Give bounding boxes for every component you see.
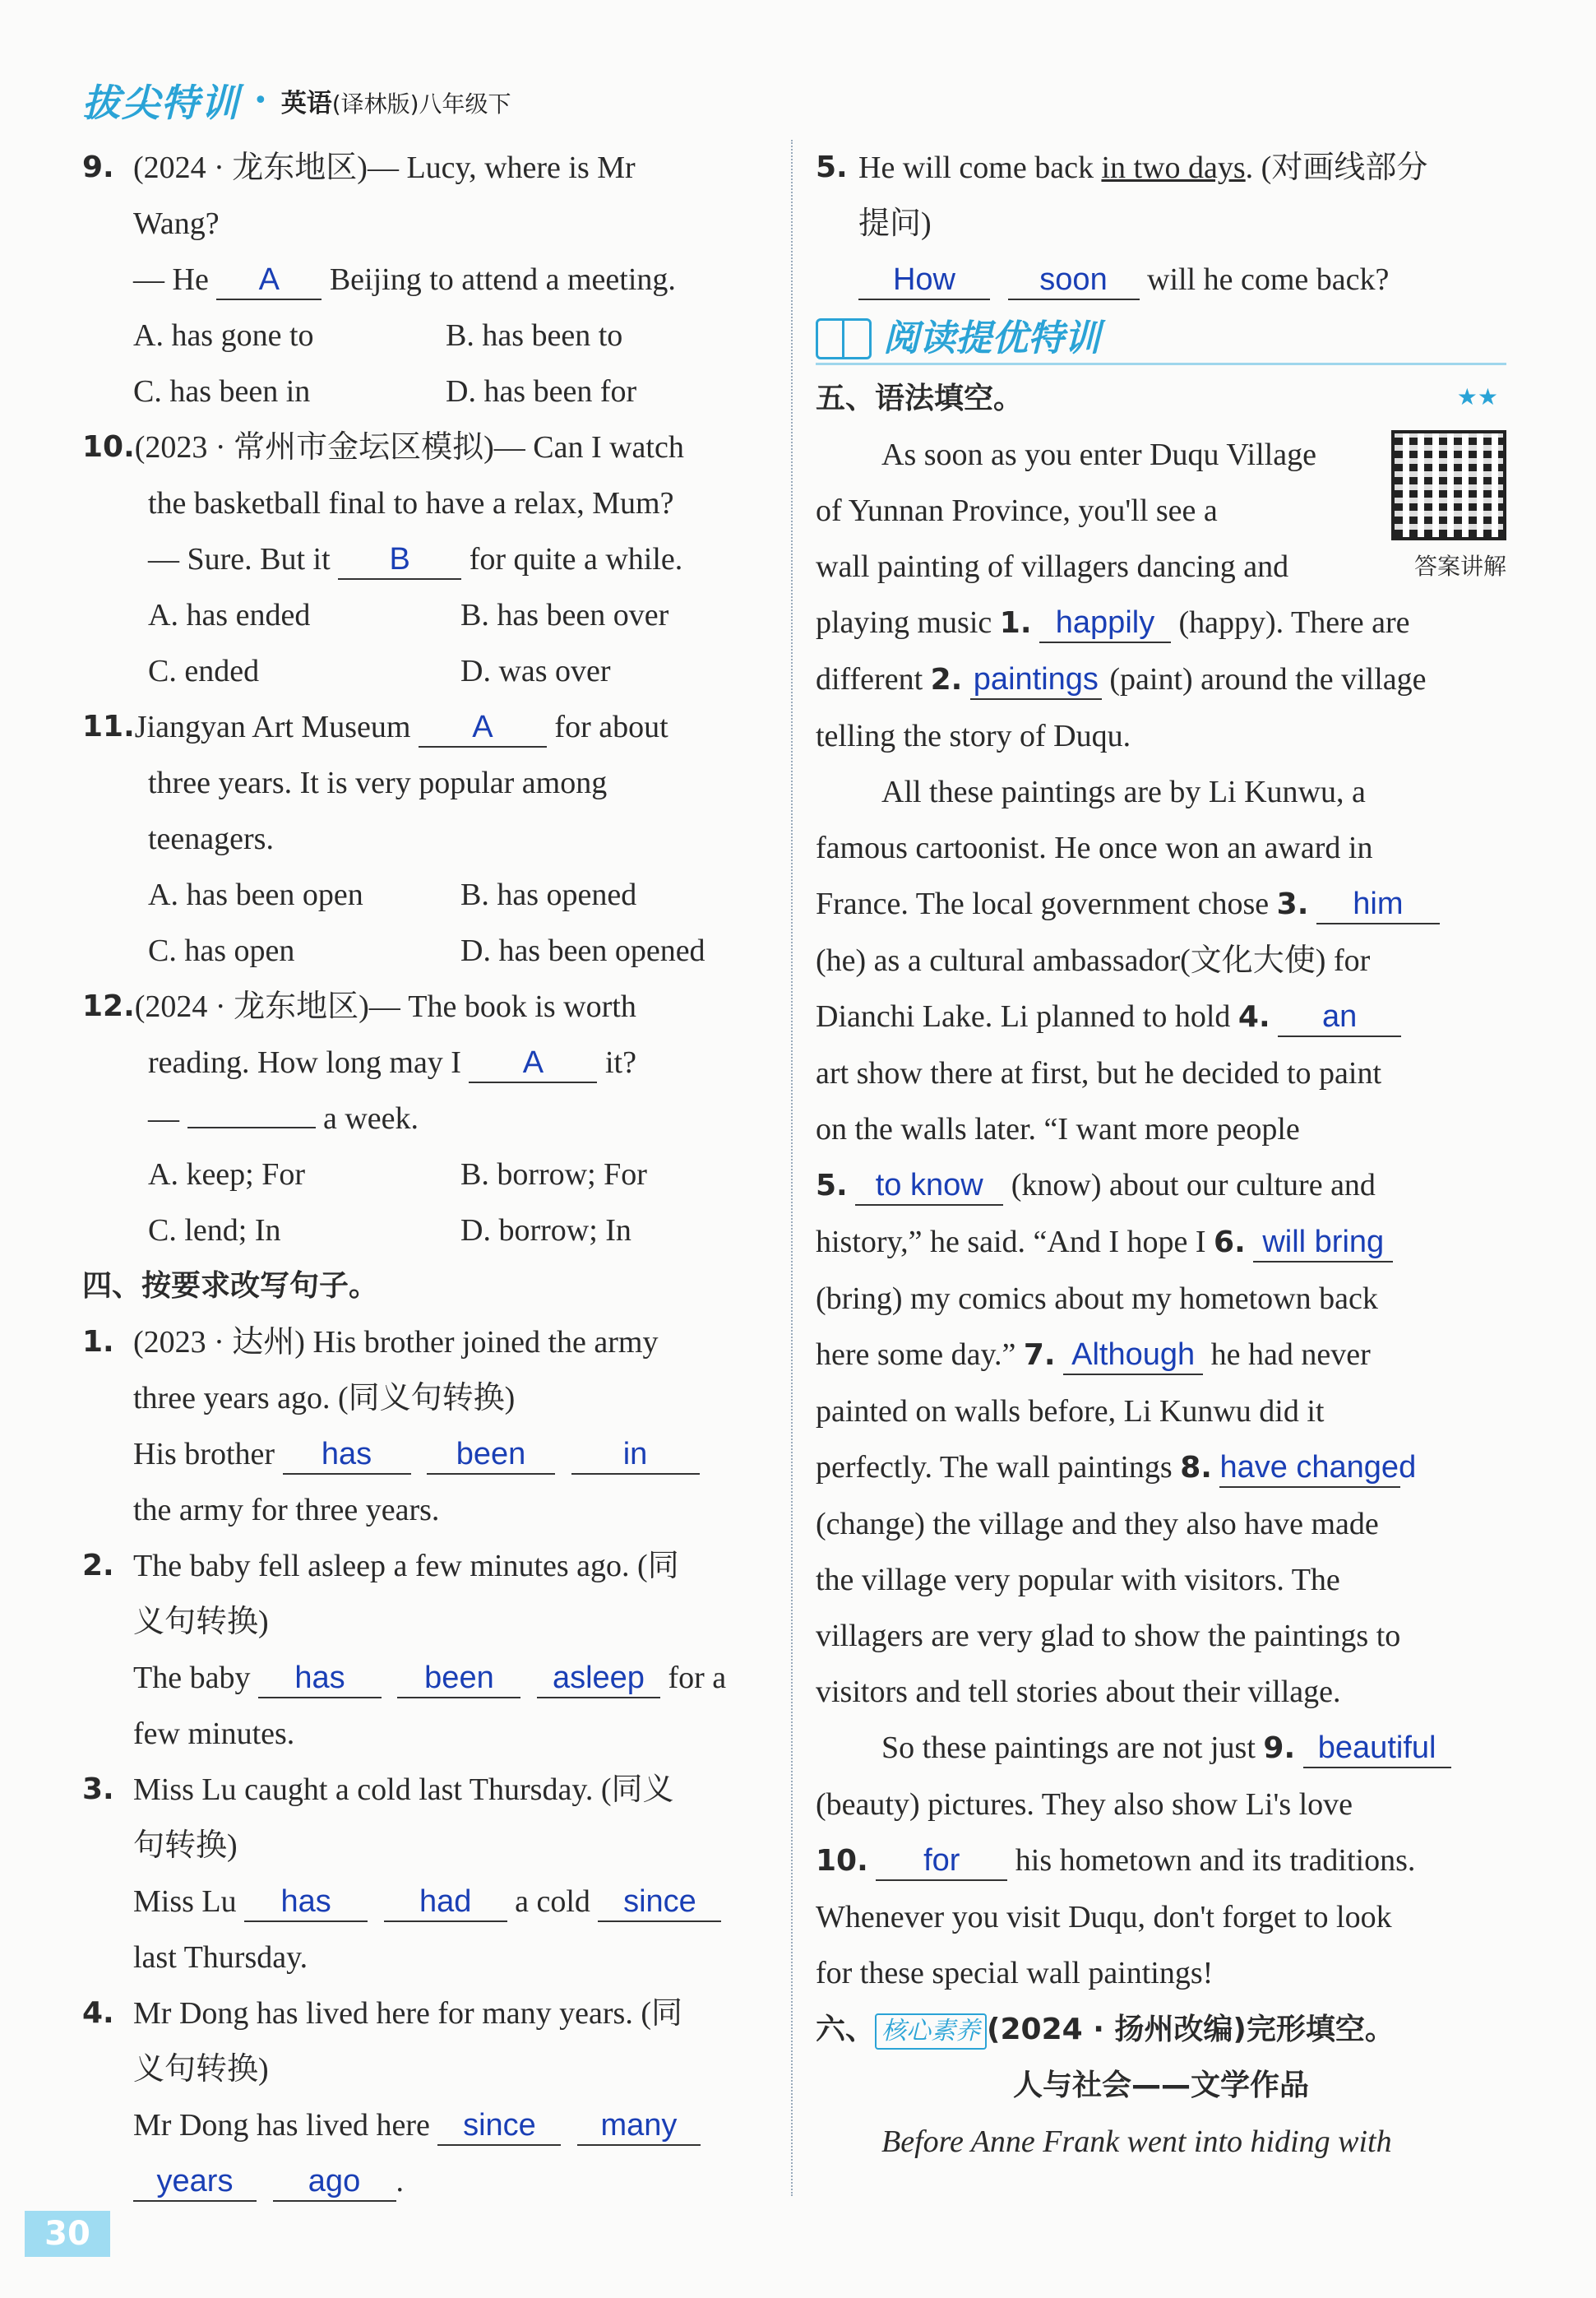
q12-options-row1 <box>82 1147 773 1202</box>
q12-option-a: A. keep; For <box>148 1157 306 1192</box>
q11-stem1-post: for about <box>554 710 668 744</box>
q10-answer-blank[interactable]: B <box>338 540 461 580</box>
q10-stem1: (2023 · 常州市金坛区模拟)— Can I watch <box>134 430 684 465</box>
q11-number: 11. <box>82 710 135 744</box>
r-q5-blank-2[interactable]: soon <box>1008 261 1140 300</box>
q10-options-row1 <box>82 587 773 643</box>
section4-title: 四、按要求改写句子。 <box>82 1269 379 1303</box>
q11-option-b: B. has opened <box>460 878 637 912</box>
q11-option-c: C. has open <box>148 934 295 968</box>
s4-item2-blank-2[interactable]: been <box>397 1659 520 1698</box>
brand-title: 拔尖特训 <box>82 81 240 125</box>
q9-option-c: C. has been in <box>133 374 311 409</box>
s4-item2-answers: The baby has been asleep for a <box>82 1650 773 1706</box>
underlined-phrase: in two days <box>1101 151 1246 185</box>
q11-options-row1 <box>82 867 773 923</box>
s4-item4-line2: 义句转换) <box>133 2052 269 2087</box>
s5-title-row <box>816 370 1506 427</box>
s5-line-blank4: Dianchi Lake. Li planned to hold 4. an <box>816 989 1506 1045</box>
q12 <box>82 979 773 1035</box>
q10 <box>82 419 773 475</box>
s4-item2: 2. The baby fell asleep a few minutes ago. (同 <box>82 1549 679 1583</box>
q12-stem1: (2024 · 龙东地区)— The book is worth <box>134 989 636 1024</box>
s4-item4-blank-4[interactable]: ago <box>273 2162 396 2202</box>
s5-line-blank1: playing music 1. happily (happy). There are <box>816 595 1506 651</box>
q11-stem1-pre: Jiangyan Art Museum <box>134 710 411 744</box>
s4-item3-blank-3[interactable]: since <box>598 1883 721 1922</box>
s5-line-blank8: perfectly. The wall paintings 8. have changed <box>816 1439 1506 1496</box>
s5-line-blank2: different 2. paintings (paint) around the village <box>816 651 1506 708</box>
separator-dot: • <box>253 86 268 115</box>
s4-item1-answers: His brother has been in <box>82 1426 773 1482</box>
page-number: 30 <box>25 2211 110 2257</box>
reading-title: 阅读提优特训 <box>883 317 1100 359</box>
q10-options-row2 <box>82 643 773 699</box>
s5-line-blank10: 10. for his hometown and its traditions. <box>816 1832 1506 1889</box>
q12-option-b: B. borrow; For <box>460 1157 647 1192</box>
s5-line-blank5: 5. to know (know) about our culture and <box>816 1157 1506 1214</box>
section6-first-line: Before Anne Frank went into hiding with <box>881 2124 1392 2159</box>
q10-option-b: B. has been over <box>460 598 669 632</box>
q10-number: 10. <box>82 430 135 464</box>
q9-line3: — He A Beijing to attend a meeting. <box>82 252 773 308</box>
section6-title: 六、 核心素养 (2024 · 扬州改编)完形填空。 <box>816 2001 1506 2058</box>
s4-item3-line4: last Thursday. <box>133 1940 308 1975</box>
s5-blank-10[interactable]: for <box>876 1842 1007 1881</box>
r-q5: 5. He will come back in two days. (对画线部分 <box>816 151 1428 185</box>
s5-line-blank6: history,” he said. “And I hope I 6. will bring <box>816 1214 1506 1271</box>
s4-item3-line2: 句转换) <box>133 1828 238 1863</box>
q10-option-c: C. ended <box>148 654 260 688</box>
q9-option-d: D. has been for <box>446 374 637 409</box>
s5-blank-5[interactable]: to know <box>855 1166 1003 1206</box>
q9-option-b: B. has been to <box>446 318 623 353</box>
q12-answer-blank[interactable]: A <box>469 1044 597 1083</box>
q10-option-a: A. has ended <box>148 598 311 632</box>
q9-stem1: (2024 · 龙东地区)— Lucy, where is Mr <box>133 151 636 185</box>
book-title <box>281 82 511 119</box>
s4-item4-blank-2[interactable]: many <box>577 2106 701 2146</box>
s4-item4-blank-1[interactable]: since <box>437 2106 561 2146</box>
q12-number: 12. <box>82 989 135 1023</box>
s4-item3-blank-1[interactable]: has <box>244 1883 368 1922</box>
s5-blank-3[interactable]: him <box>1316 885 1440 924</box>
r-q5-answers: How soon will he come back? <box>816 252 1506 308</box>
s5-line-blank3: France. The local government chose 3. him <box>816 876 1506 933</box>
s4-item4: 4. Mr Dong has lived here for many years. (同 <box>82 1996 682 2031</box>
qr-caption: 答案讲解 <box>1413 553 1506 580</box>
q10-option-d: D. was over <box>460 654 611 688</box>
q9-option-a: A. has gone to <box>133 318 314 353</box>
s5-blank-7[interactable]: Although <box>1063 1336 1203 1375</box>
s4-item3-answers: Miss Lu has had a cold since <box>82 1874 773 1930</box>
q11-option-a: A. has been open <box>148 878 363 912</box>
q12-option-d: D. borrow; In <box>460 1213 631 1248</box>
s4-item2-blank-3[interactable]: asleep <box>537 1659 660 1698</box>
q11-option-d: D. has been opened <box>460 934 705 968</box>
book-subject: 英语 <box>280 88 332 118</box>
q11-options-row2 <box>82 923 773 979</box>
s5-blank-6[interactable]: will bring <box>1253 1223 1393 1263</box>
s4-item2-blank-1[interactable]: has <box>258 1659 382 1698</box>
book-edition: (译林版)八年级下 <box>331 90 511 118</box>
open-book-icon <box>816 318 872 359</box>
q11-stem3: teenagers. <box>148 822 274 856</box>
header <box>82 76 511 125</box>
column-divider <box>791 140 793 2196</box>
s4-item1-blank-2[interactable]: been <box>427 1435 555 1475</box>
q12-stem2: reading. How long may I A it? <box>82 1035 773 1091</box>
s5-blank-4[interactable]: an <box>1278 998 1401 1037</box>
q11-stem2: three years. It is very popular among <box>148 766 608 800</box>
q9 <box>82 140 773 196</box>
s5-passage: 答案讲解 As soon as you enter Duqu Village of Yunnan Province, you'll see a wall painting of villagers dancing and playing music 1. happily (happy). There are different 2. paintings (paint) around the village telling the story of Duqu. All these paintings are by Li Kunwu, a famous cartoonist. He once won an award in France. The local government chose 3. him (he) as a cultural ambassador(文化大使) for Dianchi Lake. Li planned to hold 4. an art show there at first, but he decided to paint on the walls later. “I want more people 5. to know (know) about our culture and history,” he said. “And I hope I 6. will bring (bring) my comics about my hometown back here some day.” 7. Although he had never painted on walls before, Li Kunwu did it perfectly. The wall paintings 8. have changed (change) the village and they also have made the village very popular with visitors. The villagers are very glad to show the paintings to visitors and tell stories about their village. So these paintings are not just 9. beautiful (beauty) pictures. They also show Li's love 10. for his hometown and its traditions. Whenever you visit Duqu, don't forget to look for these special wall paintings! <box>816 427 1506 2001</box>
q9-options-row2 <box>82 364 773 419</box>
s5-blank-2[interactable]: paintings <box>970 660 1102 700</box>
section5-title: 五、语法填空。 <box>816 382 1024 415</box>
s4-item4-blank-3[interactable]: years <box>133 2162 257 2202</box>
s4-item1-line4: the army for three years. <box>133 1493 440 1527</box>
s5-blank-1[interactable]: happily <box>1039 604 1171 643</box>
q9-answer-blank[interactable]: A <box>216 261 322 300</box>
right-column <box>816 140 1506 2170</box>
s4-item4-answers-2: years ago . <box>82 2153 773 2209</box>
s5-line-blank9: So these paintings are not just 9. beautiful <box>816 1720 1506 1777</box>
s5-blank-9[interactable]: beautiful <box>1303 1729 1451 1768</box>
section6-subtitle: 人与社会——文学作品 <box>1012 2069 1309 2102</box>
q10-stem2: the basketball final to have a relax, Mum? <box>148 486 674 521</box>
reading-banner <box>816 308 1506 370</box>
q12-options-row2 <box>82 1202 773 1258</box>
q12-stem3: — a week. <box>148 1101 419 1136</box>
qr-code-icon[interactable] <box>1391 430 1506 540</box>
s4-item1: 1. (2023 · 达州) His brother joined the army <box>82 1325 659 1360</box>
s4-item1-blank-1[interactable]: has <box>283 1435 411 1475</box>
q9-options-row1 <box>82 308 773 364</box>
r-q5-line2: 提问) <box>858 206 932 241</box>
s4-item2-line2: 义句转换) <box>133 1605 269 1639</box>
s4-item2-line4: few minutes. <box>133 1717 295 1751</box>
q11-answer-blank[interactable]: A <box>419 708 547 748</box>
s5-line-blank7: here some day.” 7. Although he had never <box>816 1327 1506 1383</box>
q12-option-c: C. lend; In <box>148 1213 281 1248</box>
s4-item1-line2: three years ago. (同义句转换) <box>133 1381 516 1415</box>
core-literacy-tag: 核心素养 <box>875 2013 987 2050</box>
s4-item1-blank-3[interactable]: in <box>571 1435 700 1475</box>
s5-blank-8[interactable]: have changed <box>1219 1448 1400 1488</box>
q9-number: 9. <box>82 151 114 184</box>
s4-item3-blank-2[interactable]: had <box>384 1883 507 1922</box>
banner-underline <box>816 363 1506 365</box>
r-q5-blank-1[interactable]: How <box>858 261 990 300</box>
q11 <box>82 699 773 755</box>
difficulty-stars: ★★ <box>1456 385 1498 410</box>
s4-item3: 3. Miss Lu caught a cold last Thursday. (同义 <box>82 1772 674 1807</box>
q12-blank-2[interactable] <box>187 1127 316 1128</box>
q9-stem2: Wang? <box>133 206 220 241</box>
s4-item4-answers: Mr Dong has lived here since many <box>82 2097 773 2153</box>
left-column <box>82 140 773 2209</box>
q10-line3: — Sure. But it B for quite a while. <box>82 531 773 587</box>
